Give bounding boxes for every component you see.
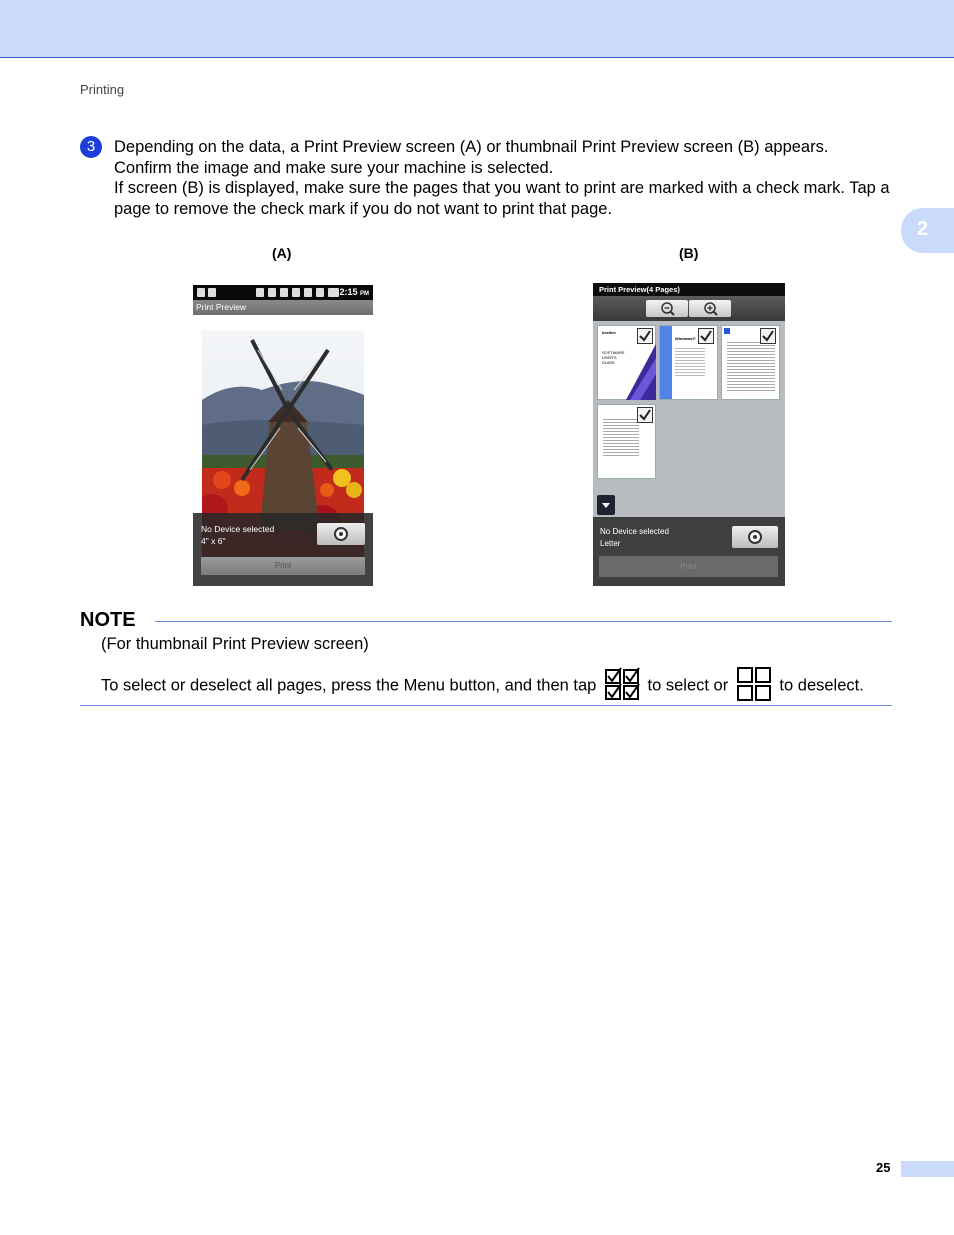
menu-dropdown-icon[interactable] (597, 495, 615, 515)
chapter-tab (901, 208, 954, 253)
signal-icon (304, 288, 312, 297)
note-text: to select or (647, 676, 729, 695)
signal-bars-icon (316, 288, 324, 297)
page-check-icon (760, 328, 776, 344)
note-text: To select or deselect all pages, press the Menu button, and then tap (101, 676, 597, 695)
step-line: Depending on the data, a Print Preview screen (A) or thumbnail Print Preview screen (B) appears. (114, 138, 829, 156)
bluetooth-icon (256, 288, 264, 297)
zoom-toolbar (593, 296, 785, 321)
screen-title: Print Preview (193, 300, 373, 315)
device-status: No Device selected (201, 524, 275, 534)
print-preview-screen-a (193, 285, 373, 586)
note-bottom-divider (80, 705, 892, 706)
device-info (201, 523, 274, 547)
header-band (0, 0, 954, 58)
thumb-title: SOFTWARE USER'S GUIDE (602, 350, 625, 365)
zoom-in-icon (689, 300, 731, 317)
note-instruction (101, 668, 901, 704)
step-line: Confirm the image and make sure your machine is selected. (114, 158, 554, 177)
cover-graphic (626, 344, 656, 400)
note-text: to deselect. (779, 676, 864, 695)
zoom-out-button[interactable] (646, 300, 688, 317)
thumb-sidebar (660, 326, 672, 399)
gear-icon (334, 527, 348, 541)
screen-title: Print Preview(4 Pages) (593, 283, 785, 296)
step-text (114, 137, 904, 219)
paper-size: 4" x 6" (201, 536, 226, 546)
page-check-icon (637, 328, 653, 344)
device-panel (193, 513, 373, 586)
device-status: No Device selected (600, 527, 669, 536)
print-button[interactable]: Print (201, 557, 365, 575)
page-thumbnail-1[interactable] (597, 325, 656, 400)
footer-band (901, 1161, 954, 1177)
step-line: If screen (B) is displayed, make sure the pages that you want to print are marked with a check mark. Tap a page to remove the check mark if you do not want to print that page. (114, 179, 890, 218)
usb-icon (208, 288, 216, 297)
print-preview-screen-b (593, 283, 785, 586)
figure-label-a: (A) (272, 245, 292, 261)
deselect-all-icon (736, 666, 772, 702)
page-thumbnail-4[interactable] (597, 404, 656, 479)
page-thumbnail-3[interactable] (721, 325, 780, 400)
vibrate-icon (280, 288, 288, 297)
wifi-icon (268, 288, 276, 297)
sync-icon (292, 288, 300, 297)
thumb-brand: brother (602, 330, 616, 335)
chapter-number: 2 (917, 218, 929, 240)
note-context: (For thumbnail Print Preview screen) (101, 635, 369, 653)
thumb-marker (724, 328, 730, 334)
notification-icon (197, 288, 205, 297)
page-check-icon (637, 407, 653, 423)
settings-button[interactable] (317, 523, 365, 545)
zoom-out-icon (646, 300, 688, 317)
page-check-icon (698, 328, 714, 344)
zoom-in-button[interactable] (689, 300, 731, 317)
note-divider (155, 621, 892, 622)
battery-icon (328, 288, 339, 297)
page-number: 25 (876, 1160, 891, 1175)
thumb-title: Windows® (675, 336, 696, 341)
figure-label-b: (B) (679, 245, 699, 261)
paper-size: Letter (600, 539, 621, 548)
select-all-icon (604, 666, 640, 702)
thumb-text-lines (603, 417, 639, 457)
print-button[interactable]: Print (599, 556, 778, 577)
note-heading: NOTE (80, 609, 136, 631)
step-number: 3 (80, 136, 102, 158)
page-thumbnail-2[interactable] (659, 325, 718, 400)
running-title: Printing (80, 82, 125, 97)
status-time: 2:15 PM (339, 287, 369, 297)
settings-button[interactable] (732, 526, 778, 548)
status-bar (193, 285, 373, 300)
gear-icon (748, 530, 762, 544)
thumb-text-lines (675, 346, 705, 376)
thumb-text-lines (727, 340, 775, 392)
device-info (600, 526, 669, 550)
device-panel (593, 517, 785, 586)
